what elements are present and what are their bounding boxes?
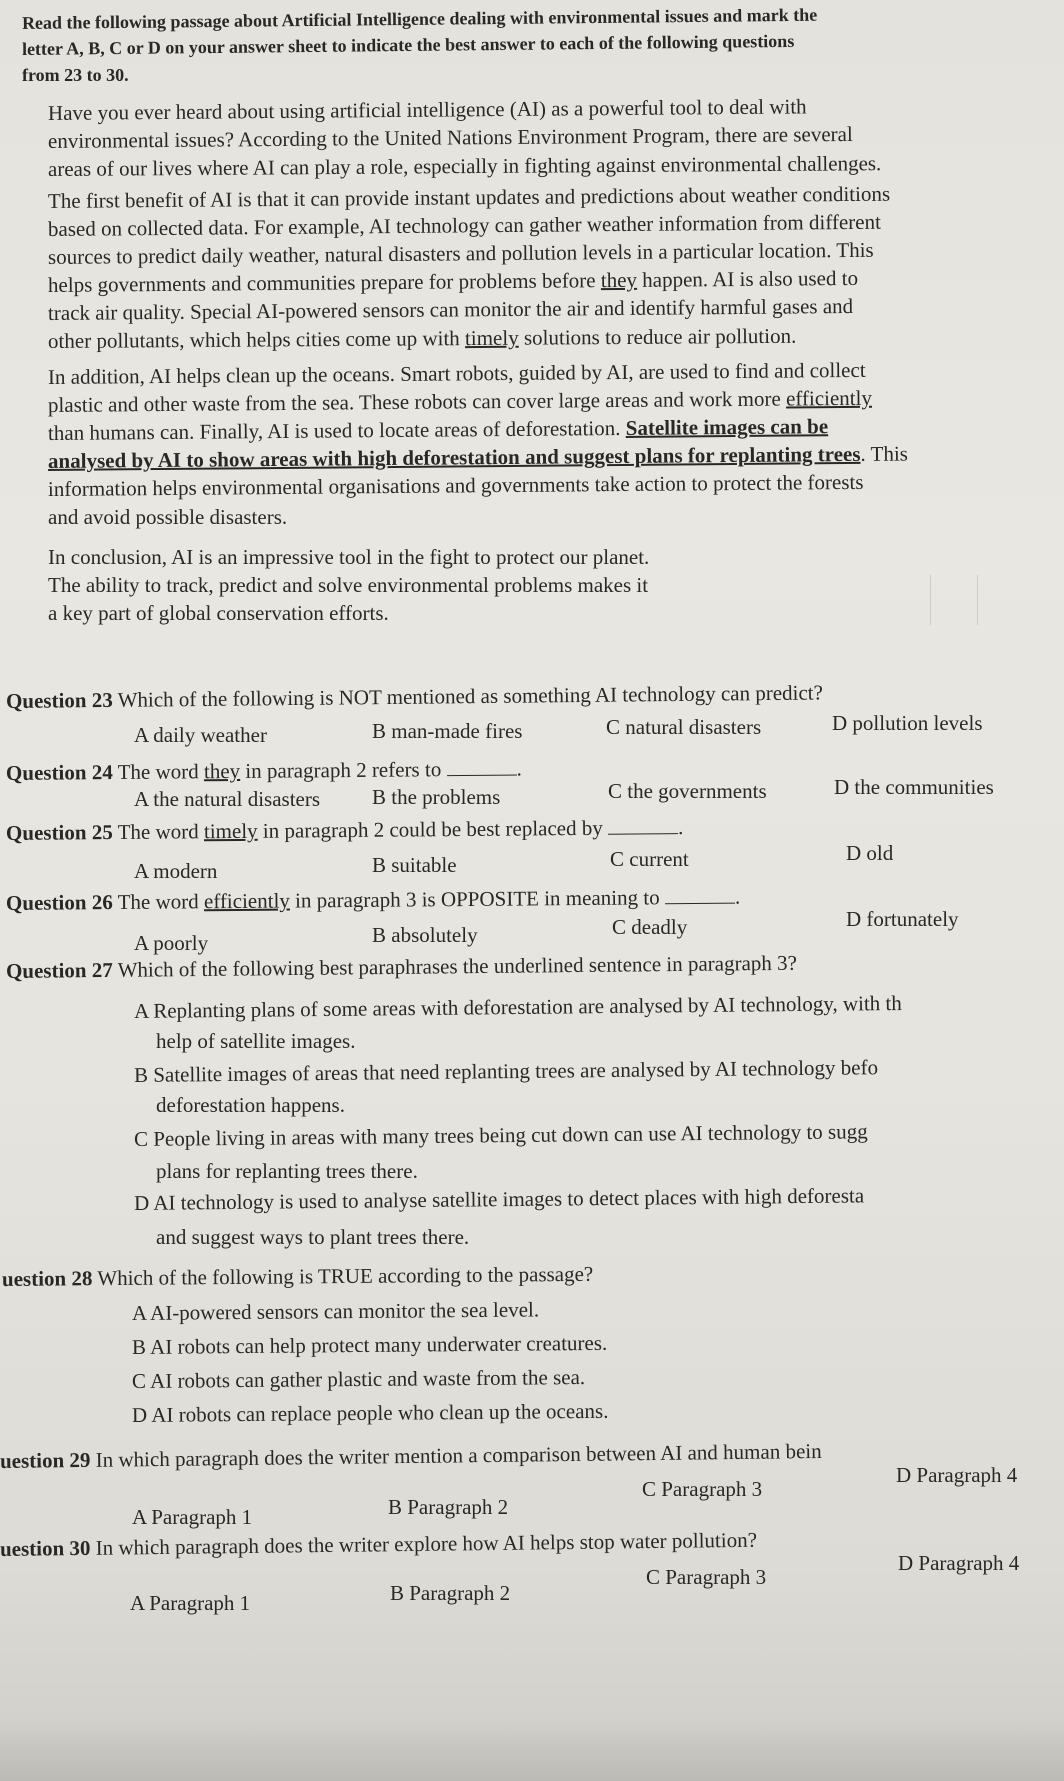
question-text: The word xyxy=(117,759,205,785)
text-segment: than humans can. Finally, AI is used to locate areas of deforestation. xyxy=(47,415,626,445)
q23-option-d[interactable]: D pollution levels xyxy=(832,711,983,735)
q24-option-a[interactable]: A the natural disasters xyxy=(134,787,321,811)
passage-p4-line-3: a key part of global conservation efforts. xyxy=(48,601,389,625)
q30-option-b[interactable]: B Paragraph 2 xyxy=(390,1581,511,1605)
underlined-sentence-part-1: Satellite images can be xyxy=(625,414,829,440)
question-text: in paragraph 2 could be best replaced by xyxy=(257,815,603,843)
q27-option-d[interactable]: D AI technology is used to analyse satellite images to detect places with high deforesta xyxy=(133,1183,865,1215)
question-text: in paragraph 2 refers to xyxy=(239,757,442,783)
q24-option-d[interactable]: D the communities xyxy=(834,775,994,799)
question-text: in paragraph 3 is OPPOSITE in meaning to xyxy=(289,885,660,913)
question-30 xyxy=(0,1527,757,1562)
q27-option-a-cont: help of satellite images. xyxy=(156,1029,356,1053)
q29-option-c[interactable]: C Paragraph 3 xyxy=(642,1477,763,1501)
question-label: uestion 30 xyxy=(0,1535,91,1561)
question-27 xyxy=(6,950,797,984)
passage-p1-line-1: Have you ever heard about using artificial intelligence (AI) as a powerful tool to deal with xyxy=(47,94,807,125)
q28-option-d[interactable]: D AI robots can replace people who clean up the oceans. xyxy=(131,1398,609,1427)
pencil-mark xyxy=(930,575,978,625)
q25-option-b[interactable]: B suitable xyxy=(372,853,457,877)
passage-p3-line-5: information helps environmental organisations and governments take action to protect the forests xyxy=(47,469,864,501)
question-23 xyxy=(6,679,823,714)
question-underlined-word: timely xyxy=(203,818,258,844)
q24-option-c[interactable]: C the governments xyxy=(608,779,767,803)
q29-option-d[interactable]: D Paragraph 4 xyxy=(896,1463,1018,1487)
question-label: Question 27 xyxy=(5,957,113,983)
question-text: In which paragraph does the writer explore how AI helps stop water pollution? xyxy=(95,1527,758,1560)
answer-blank xyxy=(446,757,516,777)
q27-option-b-cont: deforestation happens. xyxy=(156,1093,345,1117)
q30-option-d[interactable]: D Paragraph 4 xyxy=(898,1551,1020,1575)
q30-option-a[interactable]: A Paragraph 1 xyxy=(130,1591,251,1615)
question-underlined-word: they xyxy=(203,758,241,784)
passage-p1-line-2: environmental issues? According to the United Nations Environment Program, there are several xyxy=(47,121,853,153)
q26-option-d[interactable]: D fortunately xyxy=(846,907,959,931)
question-text: Which of the following best paraphrases the underlined sentence in paragraph 3? xyxy=(117,950,798,982)
question-label: uestion 29 xyxy=(0,1447,91,1473)
q26-option-c[interactable]: C deadly xyxy=(612,915,688,939)
text-segment: plastic and other waste from the sea. These robots can cover large areas and work more xyxy=(47,386,787,417)
instruction-line-1: Read the following passage about Artificial Intelligence dealing with environmental issues and mark the xyxy=(21,4,818,33)
question-24 xyxy=(6,755,522,786)
q27-option-a[interactable]: A Replanting plans of some areas with deforestation are analysed by AI technology, with th xyxy=(133,990,902,1023)
q25-option-c[interactable]: C current xyxy=(610,847,689,871)
passage-p2-line-1: The first benefit of AI is that it can provide instant updates and predictions about weather conditions xyxy=(47,181,891,213)
q26-option-b[interactable]: B absolutely xyxy=(372,923,478,947)
passage-p3-line-6: and avoid possible disasters. xyxy=(48,505,288,529)
question-text: In which paragraph does the writer mention a comparison between AI and human bein xyxy=(95,1438,822,1472)
q27-option-c-cont: plans for replanting trees there. xyxy=(156,1159,418,1183)
question-label: Question 24 xyxy=(5,760,113,785)
q24-option-b[interactable]: B the problems xyxy=(372,785,501,809)
underlined-word-timely: timely xyxy=(464,325,519,351)
underlined-word-they: they xyxy=(600,267,638,293)
text-segment: helps governments and communities prepare for problems before xyxy=(47,268,601,297)
instruction-line-2: letter A, B, C or D on your answer sheet to indicate the best answer to each of the following questions xyxy=(21,30,795,59)
passage-p4-line-2: The ability to track, predict and solve environmental problems makes it xyxy=(48,573,649,597)
question-text: . xyxy=(677,815,684,840)
passage-p2-line-5: track air quality. Special AI-powered sensors can monitor the air and identify harmful gases and xyxy=(47,293,854,325)
question-text: . xyxy=(516,756,522,781)
q25-option-d[interactable]: D old xyxy=(846,841,894,865)
question-label: uestion 28 xyxy=(1,1266,93,1291)
question-label: Question 23 xyxy=(5,687,113,713)
q28-option-a[interactable]: A AI-powered sensors can monitor the sea level. xyxy=(131,1297,540,1325)
question-label: Question 26 xyxy=(5,890,113,915)
q23-option-b[interactable]: B man-made fires xyxy=(372,719,523,743)
passage-p3-line-1: In addition, AI helps clean up the oceans. Smart robots, guided by AI, are used to find and collect xyxy=(47,357,866,389)
q29-option-a[interactable]: A Paragraph 1 xyxy=(132,1505,253,1529)
answer-blank xyxy=(665,885,735,905)
question-25 xyxy=(6,814,684,846)
question-28 xyxy=(2,1261,593,1292)
underlined-word-efficiently: efficiently xyxy=(785,385,873,411)
question-label: Question 25 xyxy=(5,820,113,845)
q23-option-a[interactable]: A daily weather xyxy=(134,723,267,747)
passage-p2-line-6 xyxy=(48,323,796,354)
answer-blank xyxy=(608,815,678,835)
q27-option-b[interactable]: B Satellite images of areas that need replanting trees are analysed by AI technology befo xyxy=(133,1055,879,1087)
question-text: Which of the following is NOT mentioned as something AI technology can predict? xyxy=(117,680,824,712)
text-segment: . This xyxy=(860,441,909,466)
q27-option-d-cont: and suggest ways to plant trees there. xyxy=(156,1225,470,1249)
question-26 xyxy=(6,884,740,916)
q30-option-c[interactable]: C Paragraph 3 xyxy=(646,1565,767,1589)
question-text: . xyxy=(734,884,741,909)
passage-p4-line-1: In conclusion, AI is an impressive tool in the fight to protect our planet. xyxy=(48,545,650,569)
text-segment: happen. AI is also used to xyxy=(636,265,859,292)
question-text: The word xyxy=(117,889,205,915)
text-segment: other pollutants, which helps cities come up with xyxy=(47,326,466,353)
q23-option-c[interactable]: C natural disasters xyxy=(606,715,762,739)
passage-p2-line-2: based on collected data. For example, AI technology can gather weather information from different xyxy=(47,209,881,241)
text-segment: solutions to reduce air pollution. xyxy=(518,323,797,350)
passage-p3-line-3 xyxy=(48,413,828,446)
passage-p2-line-3: sources to predict daily weather, natural disasters and pollution levels in a particular location. This xyxy=(47,237,874,269)
q27-option-c[interactable]: C People living in areas with many trees being cut down can use AI technology to sugg xyxy=(133,1119,868,1151)
page-bottom-shadow xyxy=(0,1721,1064,1781)
underlined-sentence-part-2: analysed by AI to show areas with high deforestation and suggest plans for replanting trees xyxy=(47,441,861,473)
q26-option-a[interactable]: A poorly xyxy=(134,931,209,955)
q29-option-b[interactable]: B Paragraph 2 xyxy=(388,1495,509,1519)
q28-option-b[interactable]: B AI robots can help protect many underwater creatures. xyxy=(131,1330,608,1359)
question-text: Which of the following is TRUE according to the passage? xyxy=(97,1261,594,1291)
question-underlined-word: efficiently xyxy=(203,888,290,914)
q25-option-a[interactable]: A modern xyxy=(134,859,218,883)
question-29 xyxy=(0,1438,822,1474)
q28-option-c[interactable]: C AI robots can gather plastic and waste from the sea. xyxy=(131,1365,586,1393)
passage-p1-line-3: areas of our lives where AI can play a role, especially in fighting against environmental challenges. xyxy=(47,151,882,181)
instruction-line-3: from 23 to 30. xyxy=(22,65,129,85)
question-text: The word xyxy=(117,819,205,845)
